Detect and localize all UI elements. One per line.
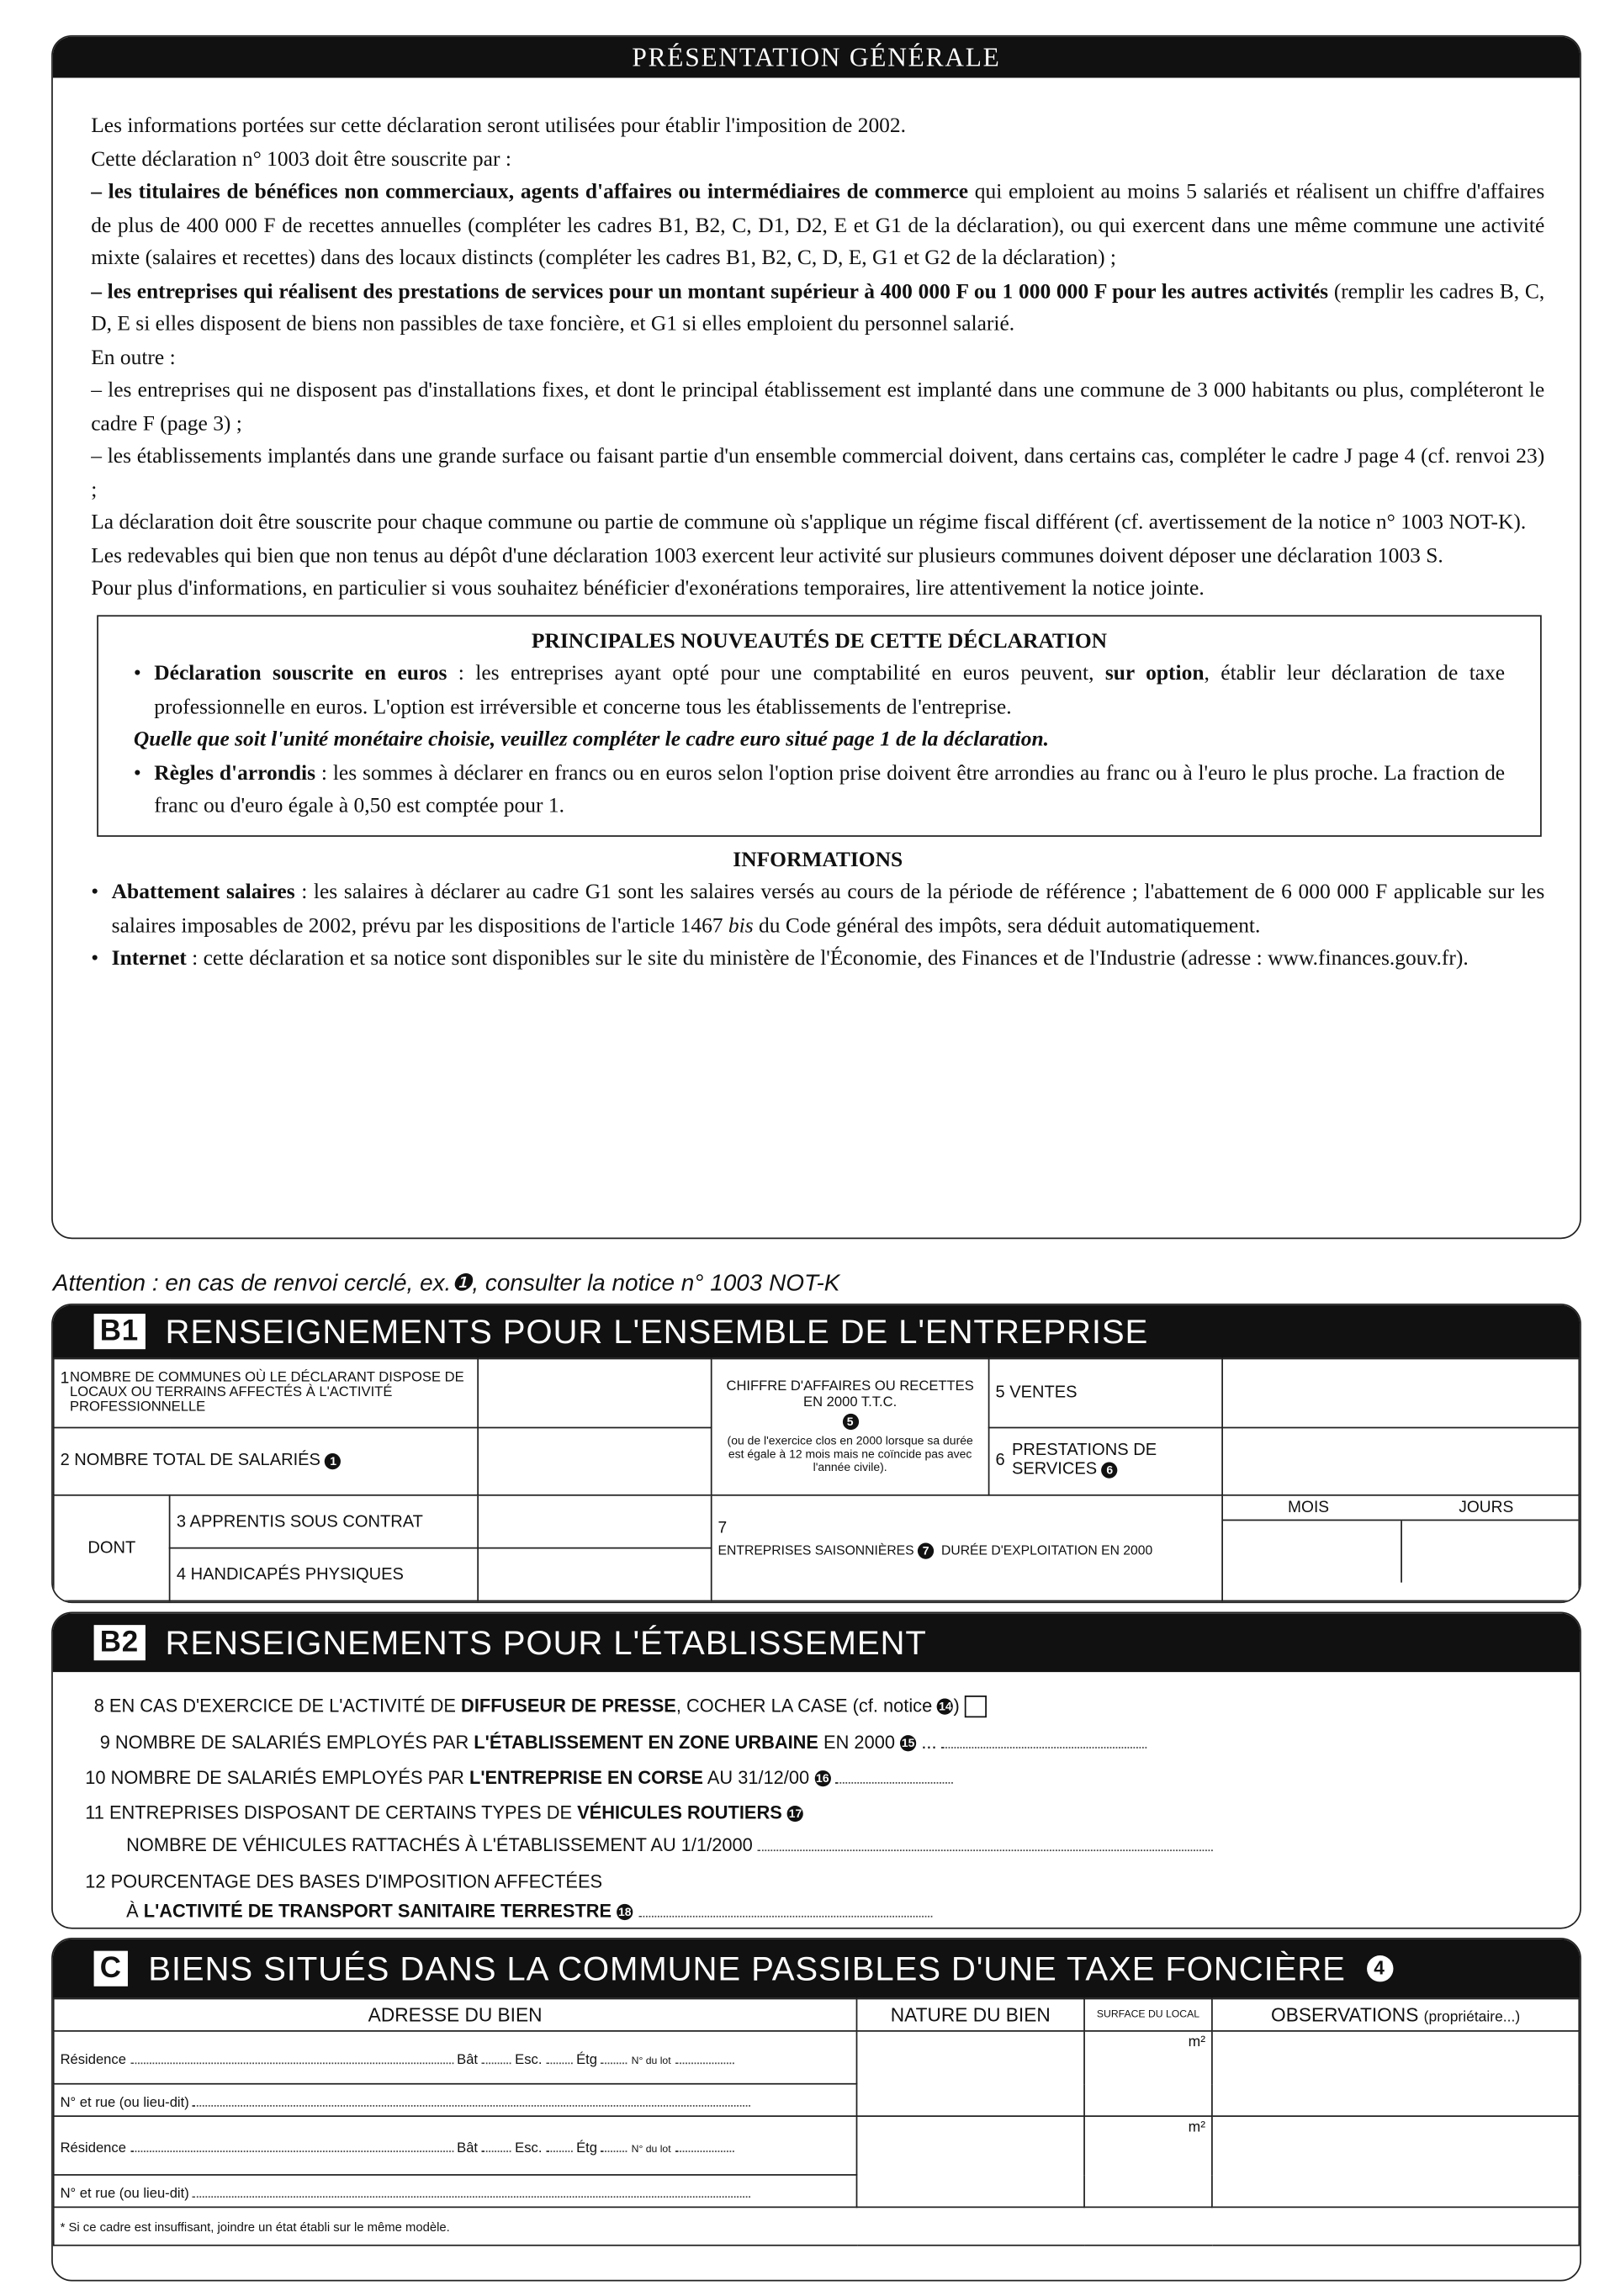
b1-row2-input[interactable] <box>478 1427 712 1495</box>
ref-14-icon: 14 <box>939 1700 952 1714</box>
nouveautes-box <box>97 614 1542 836</box>
b2-line11-input[interactable] <box>758 1835 1213 1851</box>
b1-row3-label: 3 APPRENTIS SOUS CONTRAT <box>170 1495 478 1548</box>
c-row1-residence[interactable]: Résidence Bât Esc. Étg N° du lot <box>54 2031 857 2084</box>
c-code: C <box>94 1951 128 1987</box>
b2-line12: 12 POURCENTAGE DES BASES D'IMPOSITION AFFECTÉES <box>85 1871 603 1892</box>
section-b2 <box>51 1612 1581 1929</box>
informations-title: INFORMATIONS <box>733 848 903 871</box>
c-row1-rue[interactable]: N° et rue (ou lieu-dit) <box>54 2084 857 2116</box>
b1-dont-label: DONT <box>54 1495 170 1601</box>
pres-p10: Pour plus d'informations, en particulier si vous souhaitez bénéficier d'exonérations temporaires, lire attentivement la notice jointe. <box>91 576 1205 600</box>
c-row1-observations-input[interactable] <box>1212 2031 1579 2116</box>
b2-line12b: À L'ACTIVITÉ DE TRANSPORT SANITAIRE TERRESTRE 18 <box>126 1901 931 1921</box>
pres-p5: En outre : <box>91 346 176 369</box>
b2-line9: 9 NOMBRE DE SALARIÉS EMPLOYÉS PAR L'ÉTABLISSEMENT EN ZONE URBAINE EN 2000 15 ... <box>100 1733 1147 1753</box>
diffuseur-presse-checkbox[interactable] <box>965 1696 987 1717</box>
b1-ca-label: CHIFFRE D'AFFAIRES OU RECETTES EN 2000 T.T.C. 5 (ou de l'exercice clos en 2000 lorsque sa durée est égale à 12 mois mais ne coïncide pas avec l'année civile). <box>712 1358 989 1495</box>
ref-4-icon: 4 <box>1366 1955 1392 1981</box>
b1-prestations-label: 6 PRESTATIONS DE SERVICES 6 <box>989 1427 1223 1495</box>
c-header <box>53 1939 1580 1998</box>
pres-p7: – les établissements implantés dans une grande surface ou faisant partie d'un ensemble commercial doivent, dans certains cas, compléter le cadre J page 4 (cf. renvoi 23) ; <box>91 444 1545 502</box>
mois-input[interactable] <box>1223 1521 1401 1582</box>
b1-prestations-input[interactable] <box>1222 1427 1579 1495</box>
b2-line10-input[interactable] <box>836 1768 954 1784</box>
b1-ventes-input[interactable] <box>1222 1358 1579 1426</box>
b2-line12-input[interactable] <box>638 1901 931 1917</box>
nouveautes-title: PRINCIPALES NOUVEAUTÉS DE CETTE DÉCLARATION <box>531 628 1108 653</box>
c-col-observations: OBSERVATIONS (propriétaire...) <box>1212 1998 1579 2030</box>
pres-p6: – les entreprises qui ne disposent pas d'installations fixes, et dont le principal établissement est implanté dans une commune de 3 000 habitants ou plus, compléteront le cadre F (page 3) ; <box>91 378 1545 436</box>
c-row1-surface-input[interactable]: m² <box>1084 2031 1212 2116</box>
b1-code: B1 <box>94 1314 145 1349</box>
c-row2-residence[interactable]: Résidence Bât Esc. Étg N° du lot <box>54 2116 857 2175</box>
ref-16-icon: 16 <box>816 1772 829 1785</box>
pres-p8: La déclaration doit être souscrite pour chaque commune ou partie de commune où s'applique un régime fiscal différent (cf. avertissement de la notice n° 1003 NOT-K). <box>91 511 1527 535</box>
c-row2-rue[interactable]: N° et rue (ou lieu-dit) <box>54 2175 857 2207</box>
pres-p4: – les entreprises qui réalisent des prestations de services pour un montant supérieur à 400 000 F ou 1 000 000 F pour les autres activités (remplir les cadres B, C, D, E si elles disposent de biens non passibles de taxe foncière, et G1 si elles emploient du personnel salarié. <box>91 279 1545 336</box>
ref-17-icon: 17 <box>788 1807 802 1821</box>
jours-label: JOURS <box>1459 1499 1514 1517</box>
info-internet: • Internet : cette déclaration et sa notice sont disponibles sur le site du ministère de l'Économie, des Finances et de l'Industrie (adresse : www.finances.gouv.fr). <box>91 946 1469 971</box>
b1-table <box>53 1358 1580 1602</box>
c-col-surface: SURFACE DU LOCAL <box>1084 1998 1212 2030</box>
c-title: BIENS SITUÉS DANS LA COMMUNE PASSIBLES D'UNE TAXE FONCIÈRE <box>148 1949 1346 1987</box>
attention-note: Attention : en cas de renvoi cerclé, ex.❶, consulter la notice n° 1003 NOT-K <box>52 1271 840 1297</box>
b2-title: RENSEIGNEMENTS POUR L'ÉTABLISSEMENT <box>165 1622 927 1662</box>
b1-title: RENSEIGNEMENTS POUR L'ENSEMBLE DE L'ENTREPRISE <box>165 1311 1149 1350</box>
presentation-title: PRÉSENTATION GÉNÉRALE <box>53 37 1580 78</box>
b2-line9-input[interactable] <box>942 1733 1147 1748</box>
b1-ventes-label: 5 VENTES <box>989 1358 1223 1426</box>
c-table <box>53 1998 1580 2246</box>
pres-p2: Cette déclaration n° 1003 doit être souscrite par : <box>91 147 511 172</box>
section-c <box>51 1938 1581 2281</box>
c-row2-nature-input[interactable] <box>856 2116 1084 2207</box>
b2-line11b: NOMBRE DE VÉHICULES RATTACHÉS À L'ÉTABLISSEMENT AU 1/1/2000 <box>126 1835 1213 1855</box>
c-col-adresse: ADRESSE DU BIEN <box>54 1998 857 2030</box>
presentation-box <box>51 35 1581 1239</box>
ref-15-icon: 15 <box>901 1737 915 1750</box>
c-row2-observations-input[interactable] <box>1212 2116 1579 2207</box>
c-footnote: * Si ce cadre est insuffisant, joindre un état établi sur le même modèle. <box>54 2207 1580 2245</box>
b2-code: B2 <box>94 1625 145 1660</box>
b2-line10: 10 NOMBRE DE SALARIÉS EMPLOYÉS PAR L'ENTREPRISE EN CORSE AU 31/12/00 16 <box>85 1768 953 1788</box>
info-abattement: • Abattement salaires : les salaires à déclarer au cadre G1 sont les salaires versés au cours de la période de référence ; l'abattement de 6 000 000 F applicable sur les salaires imposables de 2002, prévu par les dispositions de l'article 1467 bis du Code général des impôts, sera déduit automatiquement. <box>91 881 1545 938</box>
section-b1 <box>51 1304 1581 1603</box>
mois-label: MOIS <box>1288 1499 1330 1517</box>
b1-row2-label: 2 NOMBRE TOTAL DE SALARIÉS 1 <box>54 1427 478 1495</box>
pres-p9: Les redevables qui bien que non tenus au dépôt d'une déclaration 1003 exercent leur activité sur plusieurs communes doivent déposer une déclaration 1003 S. <box>91 543 1443 568</box>
c-row2-surface-input[interactable]: m² <box>1084 2116 1212 2207</box>
c-col-nature: NATURE DU BIEN <box>856 1998 1084 2030</box>
b1-row1-input[interactable] <box>478 1358 712 1426</box>
b2-header <box>53 1613 1580 1672</box>
pres-p3: – les titulaires de bénéfices non commerciaux, agents d'affaires ou intermédiaires de commerce qui emploient au moins 5 salariés et réalisent un chiffre d'affaires de plus de 400 000 F de recettes annuelles (compléter les cadres B1, B2, C, D1, D2, E et G1 de la déclaration), ou qui exercent dans une même commune une activité mixte (salaires et recettes) dans des locaux distincts (compléter les cadres B1, B2, C, D, E, G1 et G2 de la déclaration) ; <box>91 180 1545 271</box>
ref-6-icon: 6 <box>1102 1462 1118 1478</box>
nouveaute-italic: Quelle que soit l'unité monétaire choisie, veuillez compléter le cadre euro situé page 1 de la déclaration. <box>133 727 1050 752</box>
b1-row4-input[interactable] <box>478 1548 712 1601</box>
b1-row3-input[interactable] <box>478 1495 712 1548</box>
ref-1-icon: 1 <box>326 1453 342 1469</box>
pres-p1: Les informations portées sur cette déclaration seront utilisées pour établir l'imposition de 2002. <box>91 114 907 139</box>
b1-header <box>53 1305 1580 1358</box>
b1-row7-label: 7 ENTREPRISES SAISONNIÈRES 7 DURÉE D'EXPLOITATION EN 2000 <box>712 1495 1222 1601</box>
jours-input[interactable] <box>1401 1521 1578 1582</box>
b1-duree-cell <box>1222 1495 1579 1601</box>
ref-7-icon: 7 <box>918 1543 934 1559</box>
ref-18-icon: 18 <box>618 1906 632 1919</box>
nouveaute-euros: • Déclaration souscrite en euros : les entreprises ayant opté pour une comptabilité en euros peuvent, sur option, établir leur déclaration de taxe professionnelle en euros. L'option est irréversible et concerne tous les établissements de l'entreprise. <box>133 662 1506 719</box>
b2-line8: 8 EN CAS D'EXERCICE DE L'ACTIVITÉ DE DIFFUSEUR DE PRESSE, COCHER LA CASE (cf. notice 14 ) <box>94 1696 987 1718</box>
nouveaute-arrondis: • Règles d'arrondis : les sommes à déclarer en francs ou en euros selon l'option prise doivent être arrondies au franc ou à l'euro le plus proche. La fraction de franc ou d'euro égale à 0,50 est comptée pour 1. <box>133 761 1506 818</box>
b1-row4-label: 4 HANDICAPÉS PHYSIQUES <box>170 1548 478 1601</box>
ref-5-icon: 5 <box>842 1414 858 1430</box>
c-row1-nature-input[interactable] <box>856 2031 1084 2116</box>
b1-row1-label: 1 NOMBRE DE COMMUNES OÙ LE DÉCLARANT DISPOSE DE LOCAUX OU TERRAINS AFFECTÉS À L'ACTIVITÉ PROFESSIONNELLE <box>54 1358 478 1426</box>
b2-line11: 11 ENTREPRISES DISPOSANT DE CERTAINS TYPES DE VÉHICULES ROUTIERS 17 <box>85 1802 802 1823</box>
